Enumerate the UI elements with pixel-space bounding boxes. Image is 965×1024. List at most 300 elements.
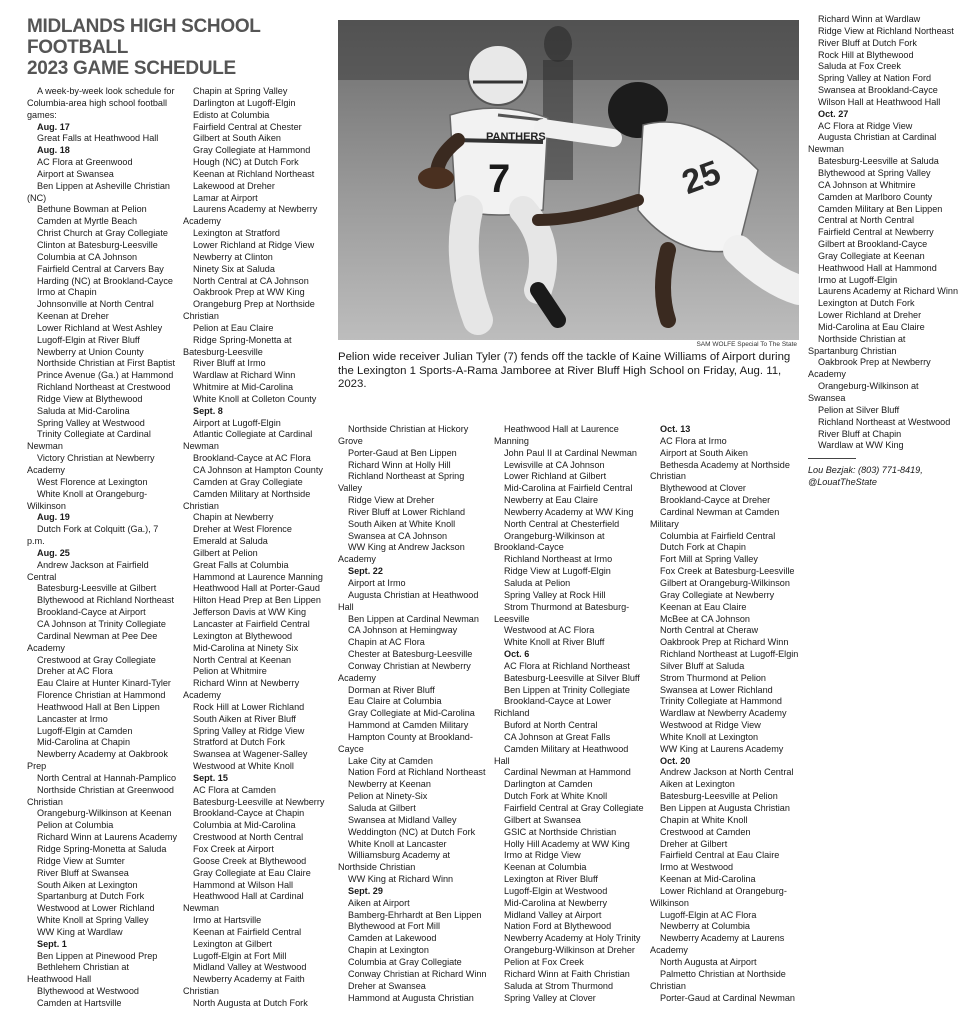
game-matchup: Cardinal Newman at Pee Dee Academy	[27, 630, 158, 653]
game-matchup: Spartanburg at Dutch Fork	[37, 891, 145, 902]
game-matchup: Brookland-Cayce at AC Flora	[193, 453, 311, 464]
game-matchup: Newberry at Clinton	[193, 251, 273, 262]
game-matchup: Lugoff-Elgin at River Bluff	[37, 334, 140, 345]
game-matchup: Bamberg-Ehrhardt at Ben Lippen	[348, 909, 482, 920]
game-matchup: Crestwood at Camden	[660, 826, 751, 837]
byline-divider	[808, 458, 856, 459]
game-matchup: Dutch Fork at Colquitt (Ga.), 7 p.m.	[27, 524, 159, 547]
game-matchup: Richard Winn at Faith Christian	[504, 968, 630, 979]
game-matchup: McBee at CA Johnson	[660, 613, 750, 624]
game-matchup: Florence Christian at Hammond	[37, 690, 166, 701]
game-matchup: Wardlaw at Newberry Academy	[660, 708, 787, 719]
game-matchup: Fairfield Central at Chester	[193, 121, 302, 132]
game-matchup: Camden at Hartsville	[37, 997, 122, 1008]
game-matchup: Westwood at Lower Richland	[37, 903, 155, 914]
game-matchup: Palmetto Christian at Northside Christian	[650, 968, 786, 991]
game-matchup: Keenan at Eau Claire	[660, 601, 747, 612]
game-matchup: Saluda at Pelion	[504, 577, 571, 588]
game-matchup: Saluda at Mid-Carolina	[37, 405, 130, 416]
game-matchup: Gilbert at Swansea	[504, 814, 581, 825]
game-matchup: Airport at Irmo	[348, 577, 406, 588]
game-matchup: Batesburg-Leesville at Gilbert	[37, 583, 157, 594]
game-matchup: Bethune Bowman at Pelion	[37, 204, 147, 215]
game-matchup: North Augusta at Airport	[660, 956, 757, 967]
game-matchup: WW King at Laurens Academy	[660, 743, 784, 754]
headline-line-2: 2023 GAME SCHEDULE	[27, 58, 236, 79]
game-matchup: CA Johnson at Hampton County	[193, 465, 323, 475]
game-matchup: Gray Collegiate at Eau Claire	[193, 867, 311, 878]
game-matchup: Porter-Gaud at Ben Lippen	[348, 447, 457, 458]
game-matchup: Pelion at Eau Claire	[193, 322, 274, 333]
game-matchup: Spring Valley at Ridge View	[193, 725, 305, 736]
game-matchup: Nation Ford at Blythewood	[504, 921, 612, 932]
game-matchup: Laurens Academy at Newberry Academy	[183, 204, 318, 227]
game-matchup: Heathwood Hall at Cardinal Newman	[183, 891, 304, 914]
game-matchup: Wilson Hall at Heathwood Hall	[818, 96, 941, 107]
week-date-heading: Aug. 17	[37, 121, 70, 132]
game-matchup: Heathwood Hall at Laurence Manning	[494, 424, 619, 446]
game-matchup: Gilbert at South Aiken	[193, 133, 281, 144]
game-matchup: GSIC at Northside Christian	[504, 826, 617, 837]
game-matchup: Ben Lippen at Pinewood Prep	[37, 950, 158, 961]
game-matchup: Irmo at Chapin	[37, 287, 97, 298]
game-matchup: Lugoff-Elgin at Fort Mill	[193, 950, 287, 961]
game-matchup: CA Johnson at Trinity Collegiate	[37, 618, 166, 629]
game-matchup: Gilbert at Brookland-Cayce	[818, 239, 928, 250]
game-matchup: Swansea at Brookland-Cayce	[818, 85, 938, 96]
game-matchup: Fairfield Central at Carvers Bay	[37, 263, 164, 274]
game-matchup: AC Flora at Irmo	[660, 435, 727, 446]
game-matchup: Cardinal Newman at Hammond	[504, 767, 631, 778]
game-matchup: Conway Christian at Richard Winn	[348, 968, 487, 979]
game-matchup: Gilbert at Pelion	[193, 547, 258, 558]
game-matchup: Richland Northeast at Crestwood	[37, 382, 171, 393]
game-matchup: Irmo at Hartsville	[193, 915, 262, 926]
game-matchup: White Knoll at Spring Valley	[37, 915, 149, 926]
game-matchup: Spring Valley at Rock Hill	[504, 589, 606, 600]
schedule-column-6	[808, 14, 958, 489]
game-matchup: Westwood at White Knoll	[193, 761, 294, 772]
game-matchup: North Central at Cheraw	[660, 625, 759, 636]
game-matchup: Clinton at Batesburg-Leesville	[37, 239, 158, 250]
game-matchup: Gray Collegiate at Newberry	[660, 589, 775, 600]
game-matchup: Newberry Academy at Laurens Academy	[650, 933, 785, 956]
game-matchup: Lugoff-Elgin at Westwood	[504, 885, 608, 896]
game-matchup: Newberry at Eau Claire	[504, 495, 599, 506]
game-matchup: Ben Lippen at Augusta Christian	[660, 803, 790, 813]
game-matchup: Lower Richland at Gilbert	[504, 471, 607, 482]
game-matchup: Bethlehem Christian at Heathwood Hall	[27, 962, 129, 985]
photo-caption: Pelion wide receiver Julian Tyler (7) fends off the tackle of Kaine Williams of Airport during the Lexington 1 Sports-A-Rama Jamboree at River Bluff High School on Friday, Aug. 11, 2023.	[338, 351, 791, 390]
week-date-heading: Sept. 15	[193, 772, 228, 783]
game-matchup: Buford at North Central	[504, 720, 598, 731]
game-matchup: Andrew Jackson at North Central	[660, 767, 794, 778]
game-matchup: Crestwood at North Central	[193, 832, 304, 843]
game-matchup: Lower Richland at West Ashley	[37, 322, 163, 333]
game-matchup: Aiken at Lexington	[660, 779, 735, 790]
game-matchup: Orangeburg-Wilkinson at Keenan	[37, 808, 172, 819]
game-matchup: Lugoff-Elgin at Camden	[37, 725, 133, 736]
game-matchup: Swansea at Midland Valley	[348, 814, 457, 825]
game-matchup: South Aiken at River Bluff	[193, 713, 296, 724]
game-matchup: Fairfield Central at Newberry	[818, 227, 934, 238]
game-matchup: Swansea at Lower Richland	[660, 684, 773, 695]
game-matchup: Pelion at Ninety-Six	[348, 791, 428, 802]
game-matchup: Chapin at White Knoll	[660, 814, 748, 825]
game-matchup: WW King at Richard Winn	[348, 874, 454, 885]
game-matchup: Darlington at Lugoff-Elgin	[193, 97, 296, 108]
game-matchup: Goose Creek at Blythewood	[193, 855, 307, 866]
game-matchup: Spring Valley at Clover	[504, 992, 596, 1003]
game-matchup: Oakbrook Prep at WW King	[193, 287, 305, 298]
game-matchup: Johnsonville at North Central	[37, 299, 154, 310]
game-matchup: Heathwood Hall at Hammond	[818, 262, 937, 273]
game-matchup: Harding (NC) at Brookland-Cayce	[37, 275, 173, 286]
game-matchup: Camden at Lakewood	[348, 933, 437, 944]
game-matchup: Gilbert at Orangeburg-Wilkinson	[660, 577, 790, 588]
game-matchup: CA Johnson at Whitmire	[818, 179, 916, 190]
game-matchup: Ridge Spring-Monetta at Batesburg-Leesville	[183, 334, 292, 357]
jersey-number-left: 7	[488, 157, 511, 201]
game-matchup: Great Falls at Heathwood Hall	[37, 133, 159, 144]
game-matchup: Spring Valley at Westwood	[37, 417, 145, 428]
game-matchup: North Central at Hannah-Pamplico	[37, 772, 176, 783]
game-matchup: Augusta Christian at Cardinal Newman	[808, 132, 937, 155]
game-matchup: Chapin at Spring Valley	[193, 86, 288, 96]
game-matchup: Northside Christian at Hickory Grove	[338, 424, 469, 446]
game-matchup: Atlantic Collegiate at Cardinal Newman	[183, 429, 313, 452]
game-matchup: Newberry Academy at WW King	[504, 506, 634, 517]
game-matchup: Ridge View at Sumter	[37, 855, 125, 866]
football-photo-illustration	[338, 20, 799, 340]
game-matchup: Mid-Carolina at Eau Claire	[818, 321, 925, 332]
game-matchup: Rock Hill at Blythewood	[818, 49, 914, 60]
game-matchup: Andrew Jackson at Fairfield Central	[27, 559, 149, 582]
game-matchup: Hilton Head Prep at Ben Lippen	[193, 595, 321, 606]
game-matchup: Ben Lippen at Asheville Christian (NC)	[27, 180, 170, 203]
game-matchup: Midland Valley at Westwood	[193, 962, 307, 973]
game-matchup: Keenan at Mid-Carolina	[660, 874, 756, 885]
week-date-heading: Oct. 20	[660, 755, 691, 766]
game-matchup: Eau Claire at Columbia	[348, 696, 442, 707]
game-matchup: Chester at Batesburg-Leesville	[348, 649, 473, 660]
game-matchup: Blythewood at Spring Valley	[818, 167, 931, 178]
game-matchup: Dreher at AC Flora	[37, 666, 113, 677]
game-matchup: Fox Creek at Batesburg-Leesville	[660, 566, 795, 577]
schedule-column-4	[494, 424, 644, 1004]
game-matchup: Ridge View at Blythewood	[37, 393, 143, 404]
game-matchup: Williamsburg Academy at Northside Christian	[338, 850, 451, 873]
game-matchup: Pelion at Silver Bluff	[818, 404, 900, 415]
game-matchup: Dorman at River Bluff	[348, 684, 435, 695]
game-matchup: Brookland-Cayce at Chapin	[193, 808, 305, 819]
game-matchup: Victory Christian at Newberry Academy	[27, 453, 155, 475]
game-matchup: Conway Christian at Newberry Academy	[338, 660, 471, 683]
game-matchup: Keenan at Richland Northeast	[193, 168, 315, 179]
game-matchup: Columbia at CA Johnson	[37, 251, 138, 262]
schedule-intro: A week-by-week look schedule for Columbia-area high school football games:	[27, 86, 175, 120]
game-matchup: Orangeburg-Wilkinson at Brookland-Cayce	[494, 530, 605, 553]
game-matchup: Richard Winn at Newberry Academy	[183, 678, 300, 701]
game-matchup: Lamar at Airport	[193, 192, 258, 203]
schedule-column-5	[650, 424, 800, 1004]
game-matchup: Hampton County at Brookland-Cayce	[338, 731, 473, 754]
game-matchup: Hough (NC) at Dutch Fork	[193, 157, 299, 168]
game-matchup: Dutch Fork at White Knoll	[504, 791, 608, 802]
game-matchup: Batesburg-Leesville at Silver Bluff	[504, 672, 640, 683]
game-matchup: Newberry at Union County	[37, 346, 144, 357]
game-matchup: AC Flora at Ridge View	[818, 120, 913, 131]
game-matchup: Chapin at AC Flora	[348, 637, 425, 648]
game-matchup: Spring Valley at Nation Ford	[818, 73, 932, 84]
game-matchup: Keenan at Fairfield Central	[193, 926, 302, 937]
game-matchup: Ridge View at Lugoff-Elgin	[504, 566, 611, 577]
game-matchup: Lancaster at Irmo	[37, 713, 108, 724]
game-matchup: South Aiken at White Knoll	[348, 518, 456, 529]
game-matchup: Chapin at Lexington	[348, 945, 429, 956]
game-matchup: Lancaster at Fairfield Central	[193, 618, 310, 629]
game-matchup: Lexington at Gilbert	[193, 938, 272, 949]
week-date-heading: Sept. 29	[348, 885, 383, 896]
game-photo	[338, 20, 799, 340]
game-matchup: WW King at Andrew Jackson Academy	[338, 542, 465, 565]
game-matchup: Whitmire at Mid-Carolina	[193, 382, 294, 393]
game-matchup: Airport at South Aiken	[660, 447, 748, 458]
game-matchup: Irmo at Westwood	[660, 862, 734, 873]
game-matchup: CA Johnson at Great Falls	[504, 731, 611, 742]
week-date-heading: Oct. 6	[504, 649, 530, 660]
game-matchup: White Knoll at Lancaster	[348, 838, 447, 849]
game-matchup: Pelion at Fox Creek	[504, 956, 584, 967]
game-matchup: AC Flora at Richland Northeast	[504, 660, 630, 671]
game-matchup: Camden Military at Ben Lippen	[818, 203, 943, 214]
game-matchup: River Bluff at Dutch Fork	[818, 37, 917, 48]
game-matchup: River Bluff at Swansea	[37, 867, 129, 878]
game-matchup: Richland Northeast at Irmo	[504, 554, 613, 565]
game-matchup: Newberry at Keenan	[348, 779, 431, 790]
game-matchup: Mid-Carolina at Fairfield Central	[504, 483, 633, 494]
game-matchup: Dreher at Swansea	[348, 980, 426, 991]
game-matchup: River Bluff at Lower Richland	[348, 506, 466, 517]
game-matchup: Brookland-Cayce at Dreher	[660, 495, 771, 506]
game-matchup: North Central at Chesterfield	[504, 518, 620, 529]
game-matchup: Lower Richland at Dreher	[818, 310, 922, 321]
game-matchup: Midland Valley at Airport	[504, 909, 602, 920]
game-matchup: Stratford at Dutch Fork	[193, 737, 285, 748]
headline-line-1: MIDLANDS HIGH SCHOOL FOOTBALL	[27, 16, 261, 58]
game-matchup: Irmo at Ridge View	[504, 850, 581, 861]
game-matchup: Newberry Academy at Holy Trinity	[504, 933, 641, 944]
game-matchup: John Paul II at Cardinal Newman	[504, 447, 637, 458]
game-matchup: Richland Northeast at Spring Valley	[338, 471, 465, 494]
game-matchup: Laurens Academy at Richard Winn	[818, 286, 959, 297]
game-matchup: Saluda at Strom Thurmond	[504, 980, 614, 991]
game-matchup: Ridge View at Richland Northeast	[818, 25, 954, 36]
game-matchup: South Aiken at Lexington	[37, 879, 138, 890]
game-matchup: Blythewood at Westwood	[37, 986, 139, 997]
game-matchup: Gray Collegiate at Keenan	[818, 250, 925, 261]
game-matchup: Brookland-Cayce at Airport	[37, 607, 146, 618]
game-matchup: Oakbrook Prep at Richard Winn	[660, 637, 789, 648]
game-matchup: Newberry Academy at Oakbrook Prep	[27, 749, 168, 772]
game-matchup: West Florence at Lexington	[37, 476, 148, 487]
game-matchup: Lexington at Dutch Fork	[818, 298, 915, 309]
game-matchup: Westwood at AC Flora	[504, 625, 595, 636]
game-matchup: Pelion at Whitmire	[193, 666, 267, 677]
game-matchup: Orangeburg-Wilkinson at Swansea	[808, 381, 919, 403]
game-matchup: Lexington at River Bluff	[504, 874, 598, 885]
game-matchup: Airport at Lugoff-Elgin	[193, 417, 281, 428]
game-matchup: Richard Winn at Holly Hill	[348, 459, 451, 470]
author-byline: Lou Bezjak: (803) 771-8419,	[808, 465, 923, 476]
jersey-number-right: 25	[677, 153, 726, 203]
game-matchup: Blythewood at Richland Northeast	[37, 595, 174, 606]
game-matchup: North Central at CA Johnson	[193, 275, 309, 286]
game-matchup: Heathwood Hall at Porter-Gaud	[193, 583, 320, 594]
week-date-heading: Sept. 8	[193, 405, 223, 416]
game-matchup: Northside Christian at Spartanburg Christian	[808, 333, 906, 356]
game-matchup: Richard Winn at Laurens Academy	[37, 832, 178, 843]
game-matchup: Fairfield Central at Gray Collegiate	[504, 803, 644, 813]
game-matchup: Trinity Collegiate at Hammond	[660, 696, 782, 707]
game-matchup: Jefferson Davis at WW King	[193, 607, 307, 618]
game-matchup: Richard Winn at Wardlaw	[818, 14, 921, 24]
game-matchup: Northside Christian at First Baptist	[37, 358, 175, 369]
game-matchup: White Knoll at River Bluff	[504, 637, 605, 648]
game-matchup: Silver Bluff at Saluda	[660, 660, 745, 671]
game-matchup: Saluda at Fox Creek	[818, 61, 901, 72]
game-matchup: Saluda at Gilbert	[348, 803, 416, 813]
game-matchup: Lexington at Stratford	[193, 228, 280, 239]
game-matchup: Fairfield Central at Eau Claire	[660, 850, 780, 861]
game-matchup: Hammond at Camden Military	[348, 720, 469, 731]
game-matchup: Mid-Carolina at Newberry	[504, 897, 608, 908]
photo-credit: SAM WOLFE Special To The State	[696, 341, 797, 348]
game-matchup: Lower Richland at Orangeburg-Wilkinson	[650, 885, 787, 908]
game-matchup: Orangeburg Prep at Northside Christian	[183, 299, 315, 322]
game-matchup: Hammond at Laurence Manning	[193, 571, 323, 582]
game-matchup: AC Flora at Greenwood	[37, 157, 133, 168]
game-matchup: Nation Ford at Richland Northeast	[348, 767, 486, 778]
game-matchup: Ben Lippen at Trinity Collegiate	[504, 684, 630, 695]
game-matchup: Dutch Fork at Chapin	[660, 542, 746, 553]
game-matchup: Dreher at West Florence	[193, 524, 292, 535]
schedule-column-3	[338, 424, 488, 1004]
game-matchup: White Knoll at Lexington	[660, 731, 759, 742]
game-matchup: Gray Collegiate at Mid-Carolina	[348, 708, 475, 719]
game-matchup: Columbia at Fairfield Central	[660, 530, 776, 541]
game-matchup: Fort Mill at Spring Valley	[660, 554, 758, 565]
game-matchup: Crestwood at Gray Collegiate	[37, 654, 156, 665]
game-matchup: Porter-Gaud at Cardinal Newman	[660, 992, 795, 1003]
game-matchup: Keenan at Columbia	[504, 862, 587, 873]
game-matchup: Ninety Six at Saluda	[193, 263, 275, 274]
game-matchup: Richland Northeast at Westwood	[818, 416, 951, 427]
game-matchup: Camden at Marlboro County	[818, 191, 933, 202]
game-matchup: Holly Hill Academy at WW King	[504, 838, 630, 849]
week-date-heading: Oct. 13	[660, 424, 691, 434]
page-headline	[27, 16, 327, 79]
game-matchup: Weddington (NC) at Dutch Fork	[348, 826, 476, 837]
game-matchup: Ridge View at Dreher	[348, 495, 435, 506]
game-matchup: Wardlaw at WW King	[818, 440, 904, 451]
schedule-column-2	[183, 86, 333, 1010]
game-matchup: Columbia at Mid-Carolina	[193, 820, 296, 831]
game-matchup: Chapin at Newberry	[193, 512, 274, 523]
game-matchup: Orangeburg-Wilkinson at Dreher	[504, 945, 635, 956]
game-matchup: Lake City at Camden	[348, 755, 433, 766]
game-matchup: Camden Military at Heathwood Hall	[494, 743, 629, 766]
week-date-heading: Sept. 22	[348, 566, 383, 577]
game-matchup: Strom Thurmond at Batesburg-Leesville	[494, 601, 630, 624]
game-matchup: River Bluff at Chapin	[818, 428, 902, 439]
game-matchup: Edisto at Columbia	[193, 109, 270, 120]
schedule-column-1	[27, 86, 177, 1010]
game-matchup: Brookland-Cayce at Lower Richland	[494, 696, 612, 719]
game-matchup: Christ Church at Gray Collegiate	[37, 228, 168, 239]
game-matchup: Hammond at Wilson Hall	[193, 879, 294, 890]
game-matchup: Columbia at Gray Collegiate	[348, 956, 462, 967]
game-matchup: Rock Hill at Lower Richland	[193, 701, 305, 712]
game-matchup: Ridge Spring-Monetta at Saluda	[37, 844, 167, 854]
week-date-heading: Oct. 27	[818, 108, 849, 119]
game-matchup: Northside Christian at Greenwood Christian	[27, 784, 174, 807]
game-matchup: Bethesda Academy at Northside Christian	[650, 459, 790, 482]
game-matchup: Augusta Christian at Heathwood Hall	[338, 589, 479, 612]
game-matchup: Cardinal Newman at Camden Military	[650, 506, 780, 529]
game-matchup: Central at North Central	[818, 215, 915, 226]
game-matchup: Ben Lippen at Cardinal Newman	[348, 613, 479, 624]
game-matchup: Wardlaw at Richard Winn	[193, 370, 296, 381]
game-matchup: Newberry at Columbia	[660, 921, 750, 932]
game-matchup: Batesburg-Leesville at Newberry	[193, 796, 325, 807]
author-byline: @LouatTheState	[808, 477, 877, 488]
game-matchup: AC Flora at Camden	[193, 784, 276, 795]
game-matchup: Prince Avenue (Ga.) at Hammond	[37, 370, 174, 381]
game-matchup: Great Falls at Columbia	[193, 559, 289, 570]
game-matchup: Fox Creek at Airport	[193, 844, 274, 854]
game-matchup: Darlington at Camden	[504, 779, 593, 790]
week-date-heading: Aug. 18	[37, 145, 70, 156]
game-matchup: Newberry Academy at Faith Christian	[183, 974, 305, 997]
game-matchup: Aiken at Airport	[348, 897, 410, 908]
jersey-team-text: PANTHERS	[486, 131, 546, 143]
game-matchup: Mid-Carolina at Ninety Six	[193, 642, 299, 653]
game-matchup: Strom Thurmond at Pelion	[660, 672, 766, 683]
game-matchup: Camden at Gray Collegiate	[193, 476, 303, 487]
game-matchup: Blythewood at Clover	[660, 483, 746, 494]
week-date-heading: Sept. 1	[37, 938, 67, 949]
game-matchup: Batesburg-Leesville at Pelion	[660, 791, 778, 802]
game-matchup: Lexington at Blythewood	[193, 630, 293, 641]
game-matchup: Swansea at CA Johnson	[348, 530, 448, 541]
game-matchup: North Augusta at Dutch Fork	[193, 997, 308, 1008]
game-matchup: Gray Collegiate at Hammond	[193, 145, 311, 156]
game-matchup: Hammond at Augusta Christian	[348, 992, 474, 1003]
game-matchup: Westwood at Ridge View	[660, 720, 761, 731]
game-matchup: Lower Richland at Ridge View	[193, 239, 315, 250]
game-matchup: WW King at Wardlaw	[37, 926, 123, 937]
game-matchup: Lewisville at CA Johnson	[504, 459, 605, 470]
game-matchup: Batesburg-Leesville at Saluda	[818, 156, 939, 167]
week-date-heading: Aug. 19	[37, 512, 70, 523]
game-matchup: Lugoff-Elgin at AC Flora	[660, 909, 757, 920]
game-matchup: Trinity Collegiate at Cardinal Newman	[27, 429, 151, 452]
game-matchup: Lakewood at Dreher	[193, 180, 275, 191]
game-matchup: CA Johnson at Hemingway	[348, 625, 458, 636]
game-matchup: Eau Claire at Hunter Kinard-Tyler	[37, 678, 171, 689]
game-matchup: Camden Military at Northside Christian	[183, 488, 311, 511]
